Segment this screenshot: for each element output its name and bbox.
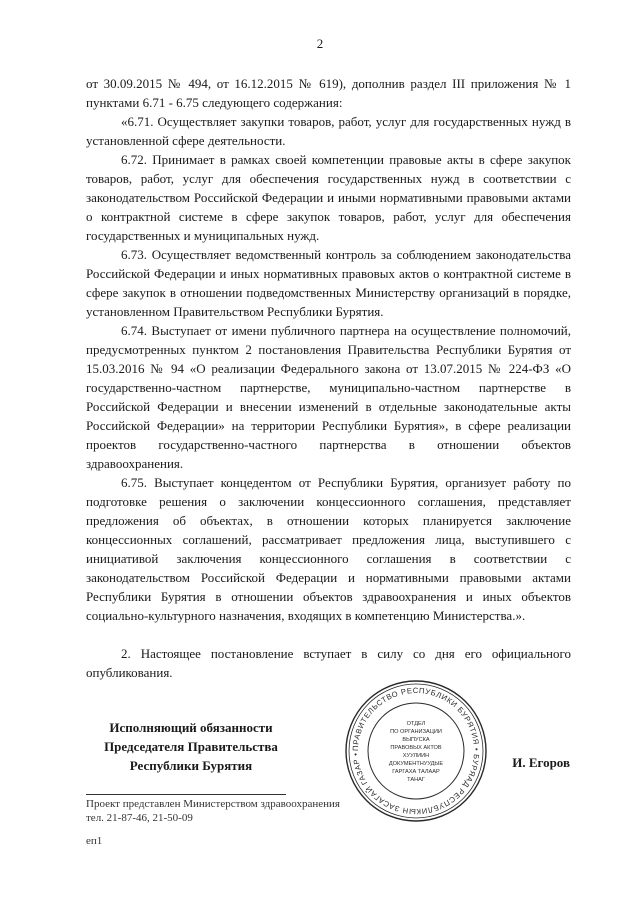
footer-line: тел. 21-87-46, 21-50-09: [86, 812, 193, 824]
seal-text: ОТДЕЛ: [406, 721, 426, 727]
seal-text: ПО ОРГАНИЗАЦИИ: [390, 729, 442, 735]
footer-note: [86, 797, 340, 825]
footer-code: еп1: [86, 835, 103, 847]
paragraph-6-75: 6.75. Выступает концедентом от Республики Бурятия, организует работу по подготовке решения о заключении концессионного соглашения, представляет предложения об объектах, в отношении которых планируется заключение концессионных соглашений, рассматривает предложения лица, выступившего с инициативой заключения концессионного соглашения в соответствии с законодательством Российской Федерации и нормативными правовыми актами Республики Бурятия в отношении объектов здравоохранения и иных объектов социально-культурного назначения, входящих в компетенцию Министерства.».: [86, 475, 571, 623]
paragraph-effective: 2. Настоящее постановление вступает в силу со дня его официального опубликования.: [86, 646, 571, 680]
seal-ring-text: ПРАВИТЕЛЬСТВО РЕСПУБЛИКИ БУРЯТИЯ • БУРЯАД РЕСПУБЛИКЫН ЗАСАГАЙ ГАЗАР •: [350, 685, 482, 817]
seal-text: ПРАВОВЫХ АКТОВ: [390, 745, 442, 751]
footer-line: Проект представлен Министерством здравоохранения: [86, 798, 340, 810]
seal-text: ГАРГАХА ТАЛААР: [392, 769, 440, 775]
signature-title-line: Исполняющий обязанности: [109, 720, 273, 735]
official-seal: [343, 678, 489, 824]
body-text: [86, 74, 571, 682]
signer-name: И. Егоров: [512, 755, 570, 770]
signature-title-line: Председателя Правительства: [104, 739, 278, 754]
seal-text: ТАНАГ: [407, 777, 425, 783]
seal-text: ДОКУМЕНТНУУДЫЕ: [388, 761, 444, 767]
paragraph-6-71: «6.71. Осуществляет закупки товаров, работ, услуг для государственных нужд в установленной сфере деятельности.: [86, 114, 571, 148]
paragraph-6-72: 6.72. Принимает в рамках своей компетенции правовые акты в сфере закупок товаров, работ, услуг для обеспечения государственных нужд в соответствии с законодательством Российской Федерации и иными нормативными правовыми актами о контрактной системе в сфере закупок товаров, работ, услуг для обеспечения государственных и муниципальных нужд.: [86, 152, 571, 243]
seal-text: ВЫПУСКА: [402, 737, 430, 743]
signature-block: [86, 718, 296, 775]
footer-divider: [86, 794, 286, 795]
page-number: 2: [316, 36, 324, 51]
signature-title-line: Республики Бурятия: [129, 758, 253, 773]
paragraph-6-74: 6.74. Выступает от имени публичного партнера на осуществление полномочий, предусмотренных пунктом 2 постановления Правительства Республики Бурятия от 15.03.2016 № 94 «О реализации Федерального закона от 13.07.2015 № 224-ФЗ «О государственно-частном партнерстве, муниципально-частном партнерстве в Российской Федерации и внесении изменений в отдельные законодательные акты Российской Федерации» на территории Республики Бурятия», в сфере реализации проектов государственно-частного партнерства в отношении объектов здравоохранения.: [86, 323, 571, 471]
paragraph-intro: от 30.09.2015 № 494, от 16.12.2015 № 619), дополнив раздел III приложения № 1 пунктами 6.71 - 6.75 следующего содержания:: [86, 76, 571, 110]
paragraph-6-73: 6.73. Осуществляет ведомственный контроль за соблюдением законодательства Российской Федерации и иных нормативных правовых актов о контрактной системе в сфере закупок в отношении подведомственных Министерству организаций в порядке, установленном Правительством Республики Бурятия.: [86, 247, 571, 319]
seal-text: ХУУЛИИН: [402, 753, 430, 759]
svg-text:ПРАВИТЕЛЬСТВО РЕСПУБЛИКИ БУРЯТ: [351, 686, 481, 816]
